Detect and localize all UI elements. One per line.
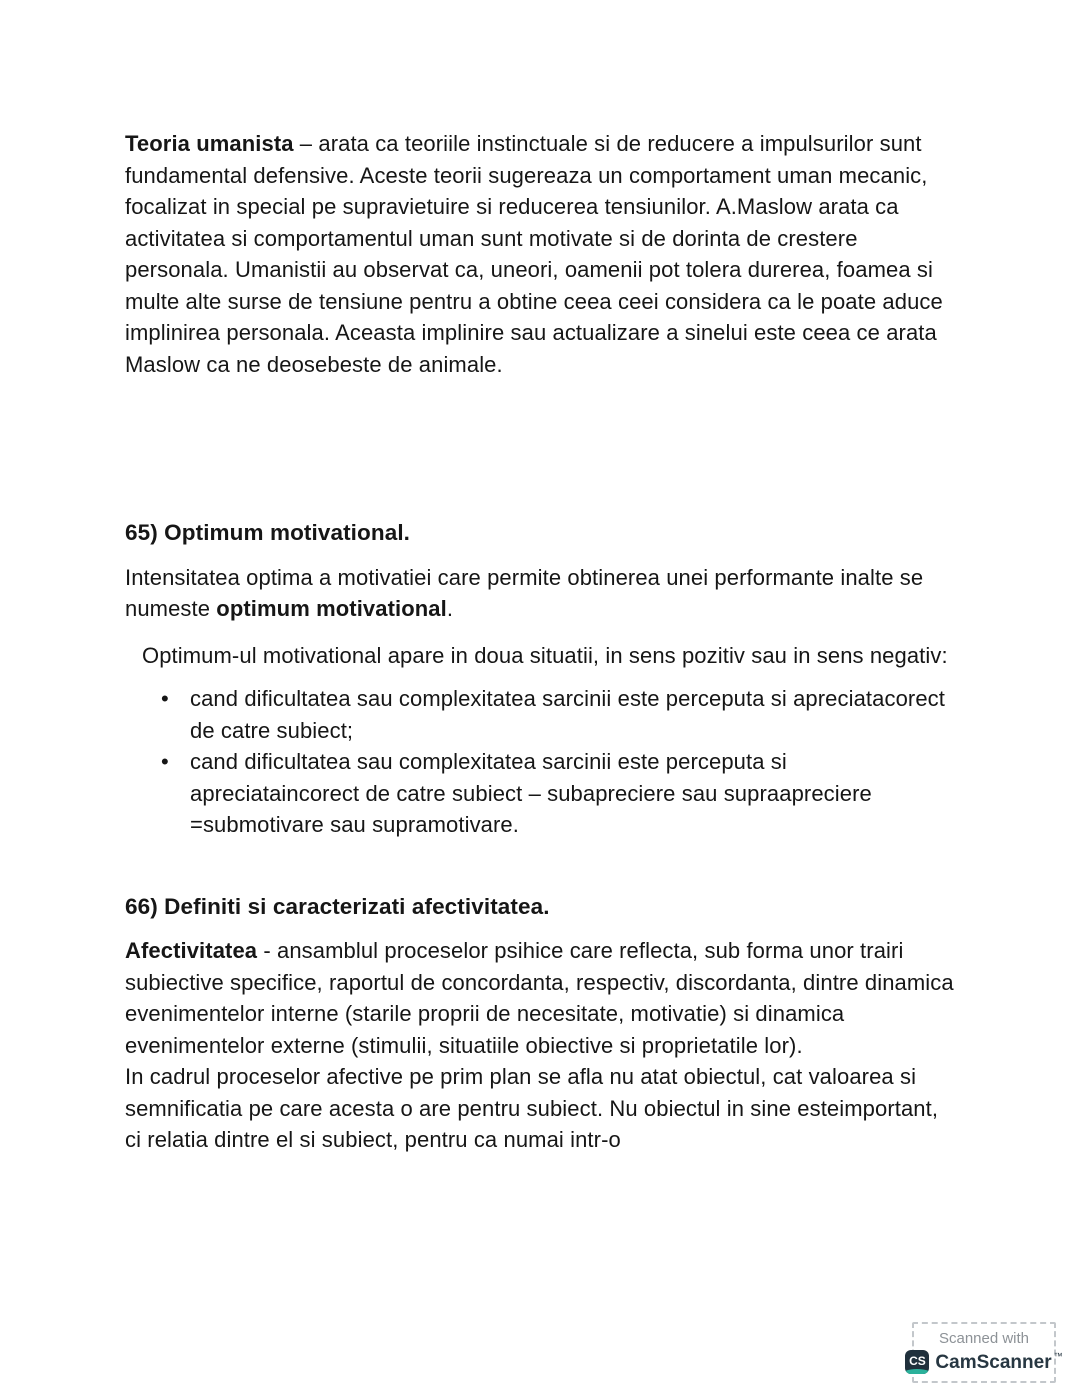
paragraph-in-cadrul: In cadrul proceselor afective pe prim plan se afla nu atat obiectul, cat valoarea si semnificatia pe care acesta o are pentru subiect. Nu obiectul in sine esteimportant, ci relatia dintre el si subiect, pentru ca numai intr-o	[125, 1064, 939, 1152]
document-content	[125, 128, 957, 1156]
paragraph-optimum: Optimum-ul motivational apare in doua situatii, in sens pozitiv sau in sens negativ:	[142, 642, 948, 668]
paragraph-afectivitatea-body: - ansamblul proceselor psihice care reflecta, sub forma unor trairi subiective specifice, raportul de concordanta, respectiv, discordanta, dintre dinamica evenimentelor interne (starile proprii de necesitate, motivatie) si dinamica evenimentelor externe (stimulii, situatiile obiective si proprietatile lor).	[125, 938, 954, 1058]
camscanner-logo-text: CS	[909, 1353, 926, 1368]
list-item	[125, 683, 957, 746]
paragraph-intensitatea	[125, 562, 957, 625]
section-66-heading: 66) Definiti si caracterizati afectivitatea.	[125, 893, 550, 919]
paragraph-afectivitatea-lead: Afectivitatea	[125, 938, 258, 963]
list-item	[125, 746, 957, 841]
camscanner-brand-row	[905, 1350, 1062, 1374]
paragraph-intensitatea-pre: Intensitatea optima a motivatiei care permite obtinerea unei performante inalte se numeste	[125, 564, 924, 621]
camscanner-brand-name: CamScanner	[935, 1351, 1052, 1373]
camscanner-logo-icon	[905, 1350, 929, 1374]
paragraph-intensitatea-bold: optimum motivational	[216, 596, 447, 621]
paragraph-teoria-lead: Teoria umanista	[125, 131, 294, 156]
scanned-with-label: Scanned with	[938, 1330, 1030, 1347]
list-item-text: cand dificultatea sau complexitatea sarcinii este perceputa si apreciatacorect de catre subiect;	[190, 686, 945, 743]
bullet-icon: •	[161, 686, 169, 711]
paragraph-intensitatea-post: .	[446, 596, 454, 621]
trademark-symbol: ™	[1053, 1351, 1063, 1361]
section-65-heading: 65) Optimum motivational.	[125, 520, 411, 545]
list-item-text: cand dificultatea sau complexitatea sarcinii este perceputa si apreciataincorect de catre subiect – subapreciere sau supraapreciere =submotivare sau supramotivare.	[190, 749, 872, 837]
paragraph-teoria-body: – arata ca teoriile instinctuale si de reducere a impulsurilor sunt fundamental defensive. Aceste teorii sugereaza un comportament uman mecanic, focalizat in special pe supravietuire si reducerea tensiunilor. A.Maslow arata ca activitatea si comportamentul uman sunt motivate si de dorinta de crestere personala. Umanistii au observat ca, uneori, oamenii pot tolera durerea, foamea si multe alte surse de tensiune pentru a obtine ceea ceei considera ca le poate aduce implinirea personala. Aceasta implinire sau actualizare a sinelui este ceea ce arata Maslow ca ne deosebeste de animale.	[125, 131, 943, 377]
paragraph-teoria-umanista	[125, 128, 957, 380]
camscanner-logo-swoosh	[905, 1369, 929, 1374]
bullet-list-optimum	[125, 683, 957, 841]
camscanner-badge	[909, 1322, 1063, 1383]
bullet-icon: •	[161, 749, 169, 774]
paragraph-afectivitatea	[125, 935, 957, 1061]
